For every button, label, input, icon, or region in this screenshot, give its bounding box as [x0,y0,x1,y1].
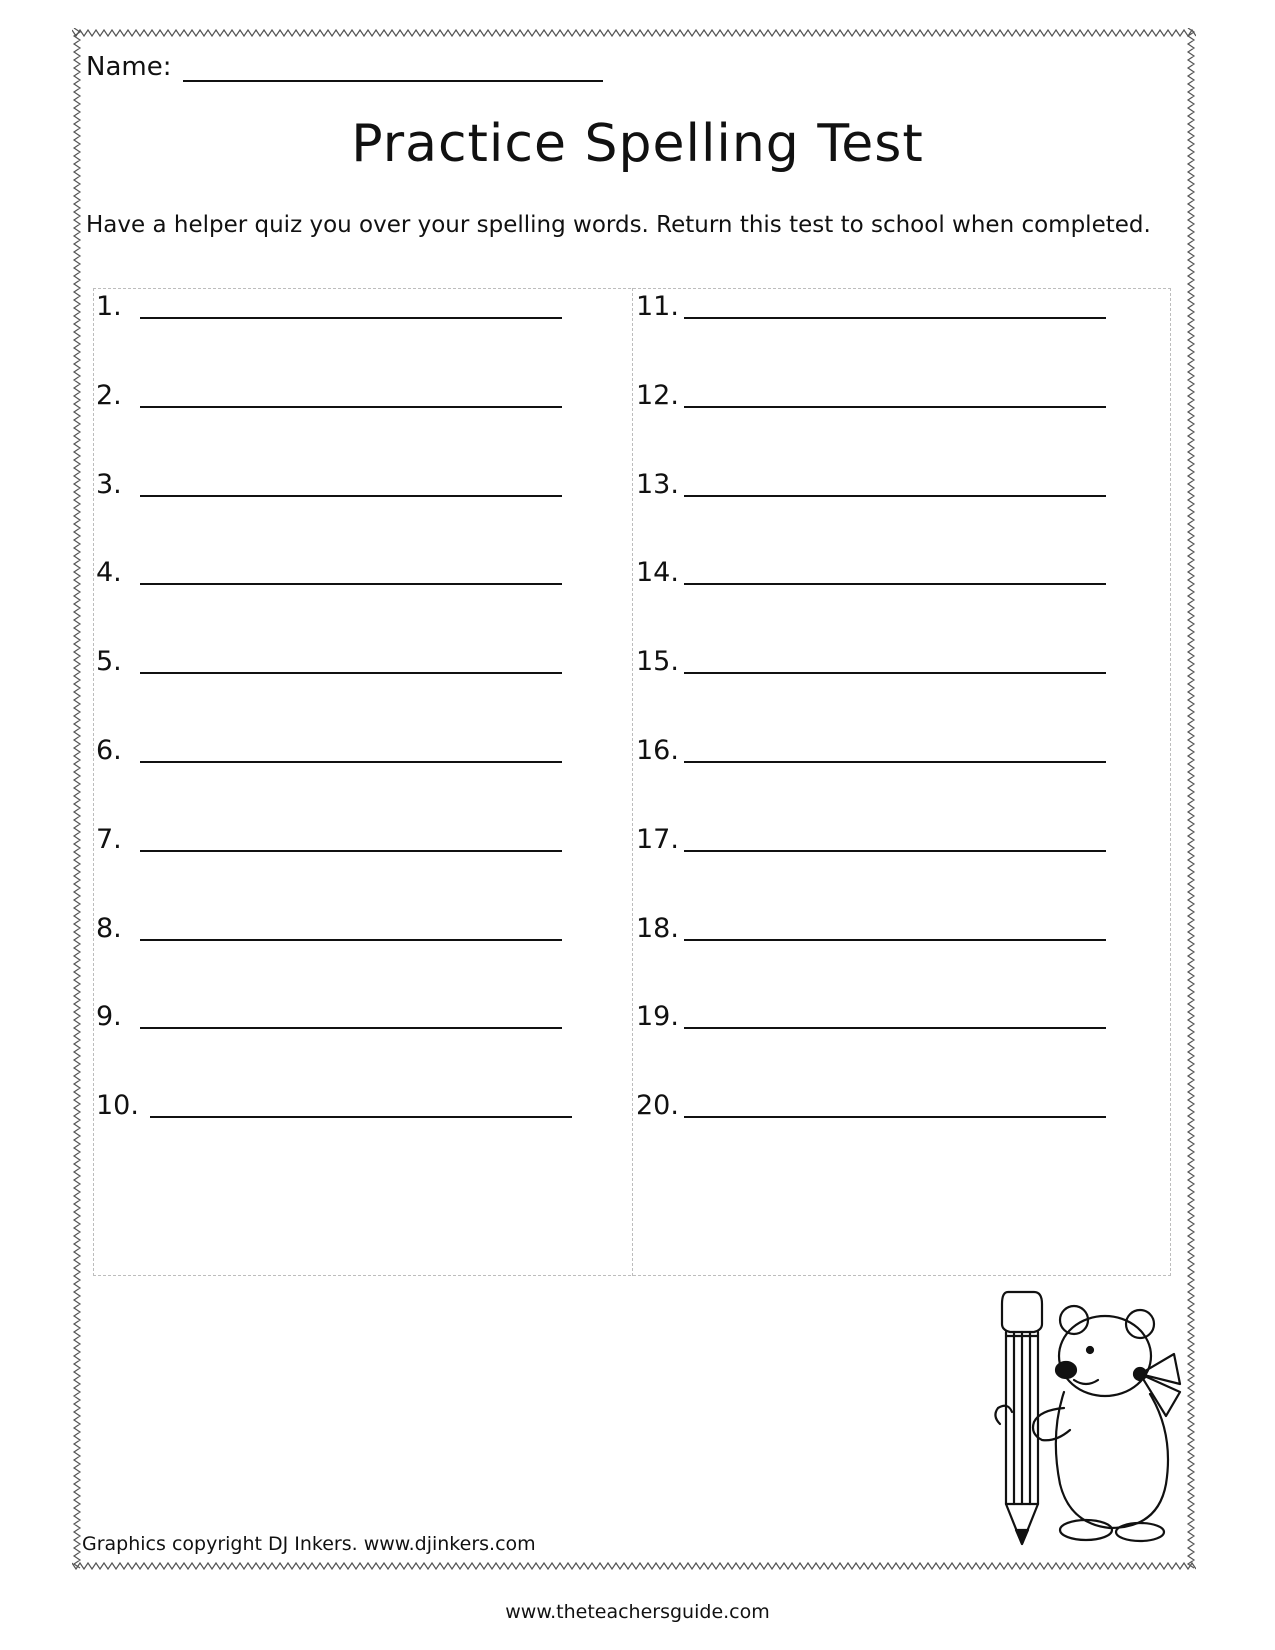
answer-item [96,992,562,1032]
answer-line[interactable] [684,1027,1106,1029]
border-left [72,28,82,1571]
item-number: 14. [636,557,679,588]
answer-item [636,371,1106,411]
border-top [72,28,1196,38]
answer-item [96,460,562,500]
answer-line[interactable] [684,1116,1106,1118]
item-number: 2. [96,380,122,411]
answer-line[interactable] [140,850,562,852]
item-number: 1. [96,291,122,322]
name-field[interactable] [183,54,603,82]
answer-item [636,1081,1106,1121]
answer-item [96,282,562,322]
item-number: 9. [96,1001,122,1032]
answer-item [636,460,1106,500]
answer-line[interactable] [140,495,562,497]
item-number: 3. [96,469,122,500]
answer-line[interactable] [150,1116,572,1118]
answer-line[interactable] [140,317,562,319]
answer-item [96,815,562,855]
item-number: 12. [636,380,679,411]
answer-item [96,548,562,588]
answer-item [636,548,1106,588]
item-number: 5. [96,646,122,677]
item-number: 4. [96,557,122,588]
item-number: 7. [96,824,122,855]
answer-item [96,371,562,411]
answer-line[interactable] [684,495,1106,497]
item-number: 10. [96,1090,139,1121]
answer-line[interactable] [684,761,1106,763]
item-number: 13. [636,469,679,500]
site-url: www.theteachersguide.com [505,1601,770,1623]
answer-line[interactable] [684,672,1106,674]
item-number: 8. [96,913,122,944]
answer-line[interactable] [684,850,1106,852]
answer-line[interactable] [140,939,562,941]
answer-item [96,637,562,677]
item-number: 15. [636,646,679,677]
answer-item [96,726,562,766]
answer-item [96,1081,572,1121]
answer-item [636,282,1106,322]
answer-line[interactable] [140,583,562,585]
answer-line[interactable] [684,317,1106,319]
border-bottom [72,1561,1196,1571]
answer-item [636,637,1106,677]
item-number: 6. [96,735,122,766]
column-divider [632,288,633,1276]
item-number: 19. [636,1001,679,1032]
answer-line[interactable] [140,406,562,408]
answer-line[interactable] [140,1027,562,1029]
answer-line[interactable] [684,939,1106,941]
answer-item [96,904,562,944]
answer-item [636,815,1106,855]
name-row [86,46,603,82]
answer-item [636,726,1106,766]
answer-line[interactable] [684,406,1106,408]
instructions: Have a helper quiz you over your spelling words. Return this test to school when completed. [86,212,1151,238]
item-number: 18. [636,913,679,944]
item-number: 20. [636,1090,679,1121]
answer-item [636,992,1106,1032]
bear-with-pencil-icon [990,1284,1202,1548]
answer-line[interactable] [140,672,562,674]
name-label: Name: [86,52,172,82]
answer-item [636,904,1106,944]
item-number: 16. [636,735,679,766]
answer-line[interactable] [140,761,562,763]
item-number: 11. [636,291,679,322]
answer-line[interactable] [684,583,1106,585]
graphics-credit: Graphics copyright DJ Inkers. www.djinkers.com [82,1533,536,1555]
page-title: Practice Spelling Test [351,114,924,174]
item-number: 17. [636,824,679,855]
